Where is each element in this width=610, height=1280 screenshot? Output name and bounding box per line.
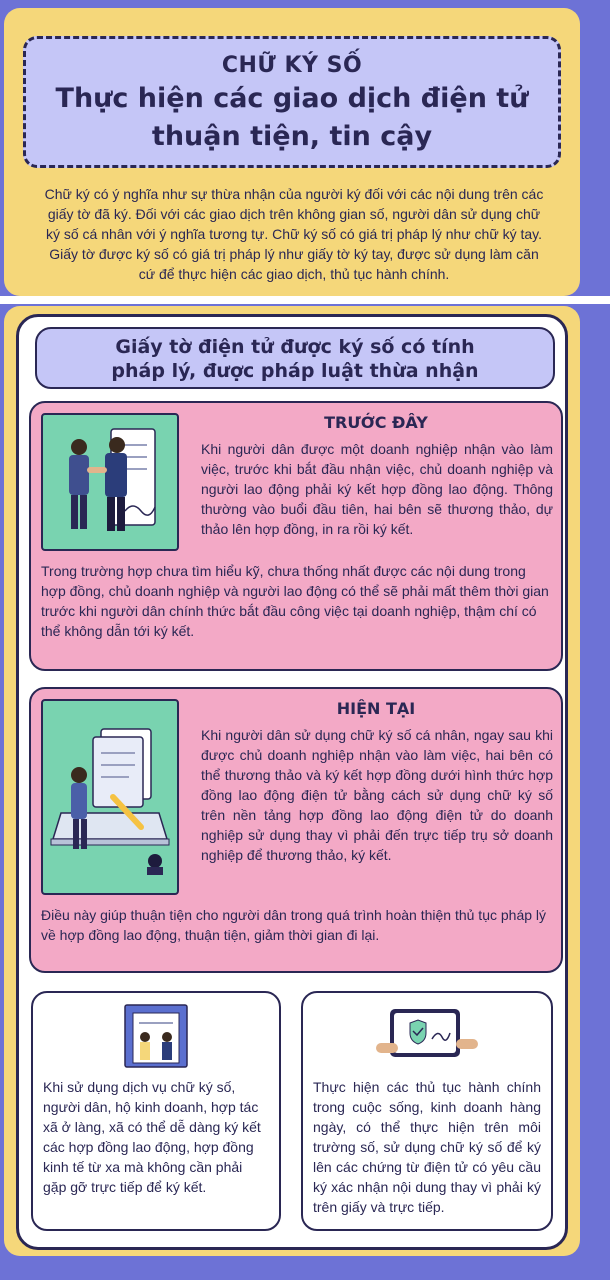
before-text-right: Khi người dân được một doanh nghiệp nhận vào làm việc, trước khi bắt đầu nhận việc, chủ doanh nghiệp và người lao động phải ký kết hợp đồng lao động. Thông thường vào buổi đầu tiên, hai bên sẽ thương thảo, dự thảo lên hợp đồng, in ra rồi ký kết. xyxy=(201,441,553,537)
now-card xyxy=(29,687,563,973)
title-line-2: thuận tiện, tin cậy xyxy=(151,121,433,152)
handshake-illustration xyxy=(41,413,179,551)
main-panel xyxy=(4,306,580,1256)
title-line-1: Thực hiện các giao dịch điện tử xyxy=(55,83,529,114)
document-signing-illustration xyxy=(119,999,193,1078)
now-title: HIỆN TẠI xyxy=(336,699,416,718)
mini-card-right xyxy=(301,991,553,1231)
section-title xyxy=(35,327,555,389)
now-text-full: Điều này giúp thuận tiện cho người dân trong quá trình hoàn thiện thủ tục pháp lý về hợp đồng lao động, thuận tiện, giảm thời gian đi lại. xyxy=(41,907,547,943)
main-inner xyxy=(16,314,568,1250)
intro-paragraph: Chữ ký có ý nghĩa như sự thừa nhận của người ký đối với các nội dung trên các giấy tờ đã ký. Đối với các giao dịch trên không gian số, người dân sử dụng chữ ký số cá nhân với ý nghĩa tương tự. Chữ ký số có giá trị pháp lý như chữ ký tay. Giấy tờ được ký số có giá trị pháp lý như giấy tờ ký tay, được sử dụng làm căn cứ để thực hiện các giao dịch, thủ tục hành chính. xyxy=(44,186,544,282)
mini-right-text: Thực hiện các thủ tục hành chính trong cuộc sống, kinh doanh hàng ngày, có thể thực hiện trên môi trường số, sử dụng chữ ký số để ký lên các chứng từ điện tử có yêu cầu ký xác nhận nội dung thay vì phải ký trên giấy và trực tiếp. xyxy=(313,1079,541,1215)
laptop-signature-illustration xyxy=(41,699,179,895)
section-title-line-2: pháp lý, được pháp luật thừa nhận xyxy=(111,360,479,382)
divider xyxy=(0,296,610,304)
title-small: CHỮ KÝ SỐ xyxy=(221,53,363,78)
before-title: TRƯỚC ĐÂY xyxy=(324,413,428,432)
title-box xyxy=(23,36,561,168)
mini-left-text: Khi sử dụng dịch vụ chữ ký số, người dân, hộ kinh doanh, hợp tác xã ở làng, xã có thể dễ dàng ký kết các hợp đồng lao động, hợp đồng kinh tế từ xa mà không cần phải gặp gỡ trực tiếp để ký kết. xyxy=(43,1079,261,1195)
tablet-shield-signature-illustration xyxy=(372,999,482,1078)
section-title-line-1: Giấy tờ điện tử được ký số có tính xyxy=(115,336,475,358)
mini-card-left xyxy=(31,991,281,1231)
header-panel xyxy=(4,8,580,296)
before-text-full: Trong trường hợp chưa tìm hiểu kỹ, chưa thống nhất được các nội dung trong hợp đồng, chủ doanh nghiệp và người lao động có thể sẽ phải mất thêm thời gian trước khi người dân chính thức bắt đầu công việc tại doanh nghiệp, thậm chí có thể không dẫn tới ký kết. xyxy=(41,563,549,639)
before-card xyxy=(29,401,563,671)
now-text-right: Khi người dân sử dụng chữ ký số cá nhân, ngay sau khi được chủ doanh nghiệp nhận vào làm việc, hai bên có thể thương thảo và ký kết hợp đồng dưới hình thức hợp đồng lao động điện tử bằng cách sử dụng chữ ký số trên nền tảng hợp đồng lao động điện tử do doanh nghiệp sử dụng thay vì phải đến trực tiếp trụ sở doanh nghiệp để thương thảo, ký kết. xyxy=(201,727,553,863)
